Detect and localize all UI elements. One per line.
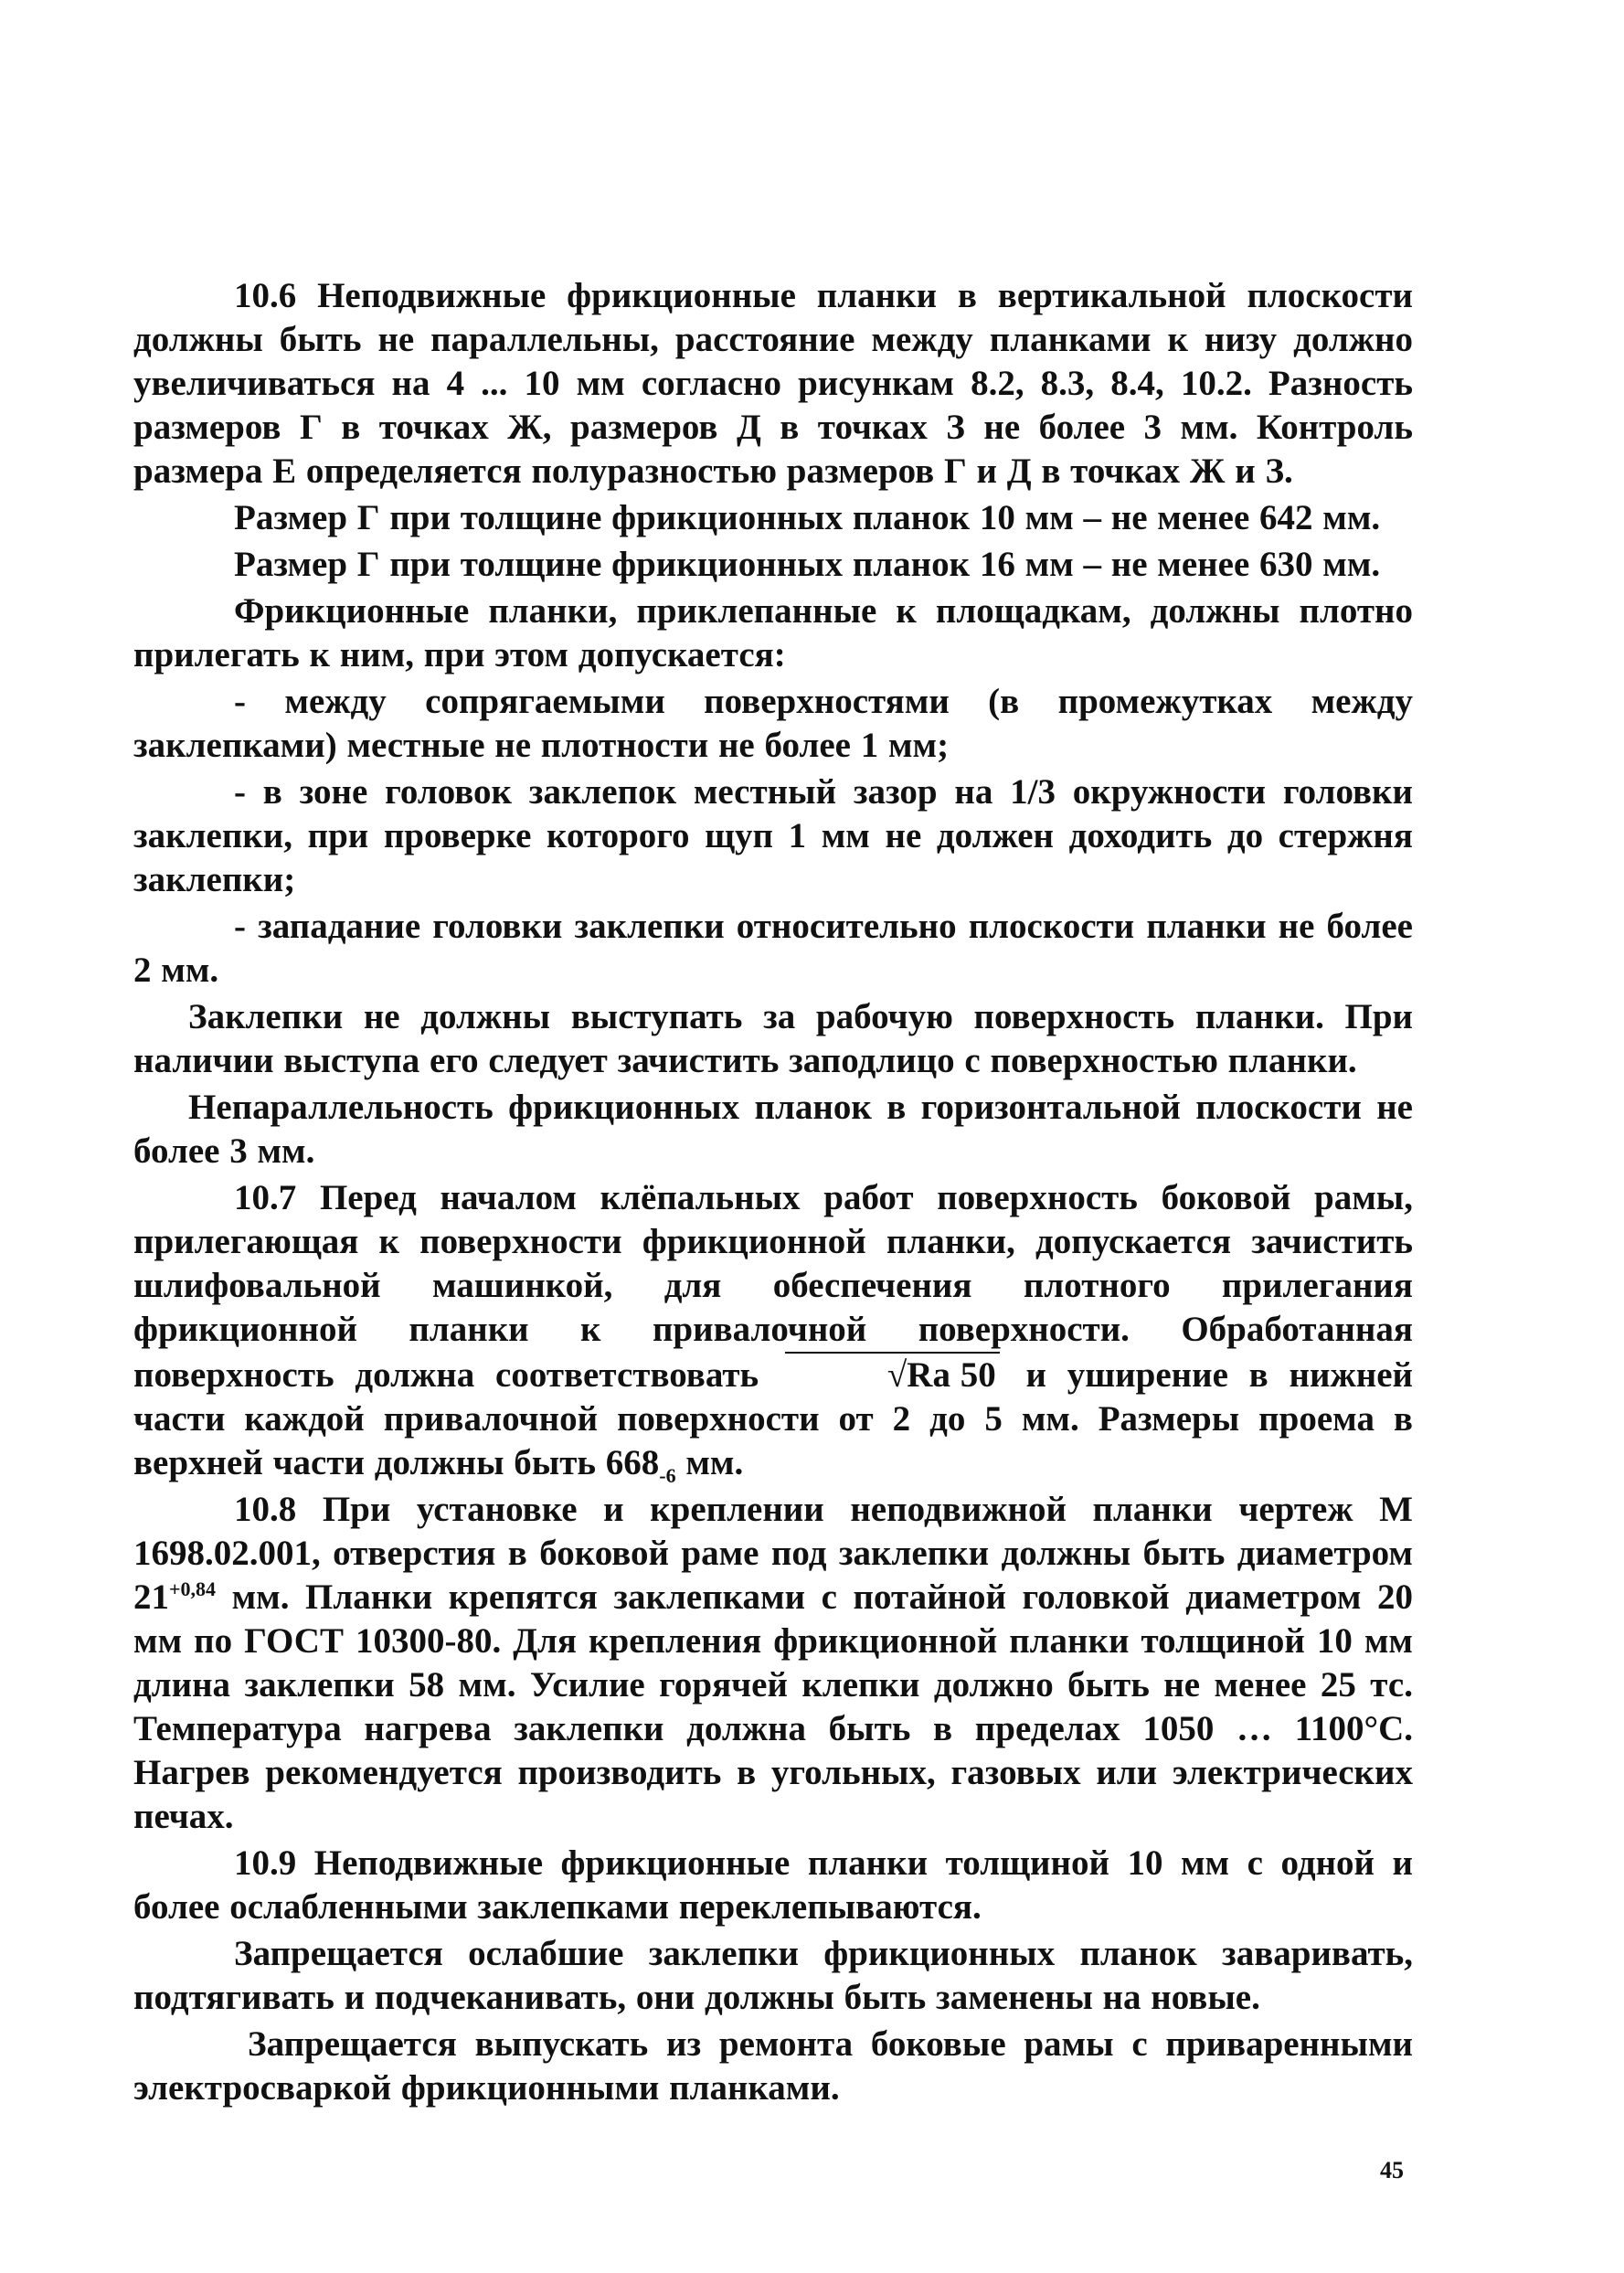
list-item-rivet-sinking: - западание головки заклепки относительно плоскости планки не более 2 мм.	[133, 907, 1413, 990]
page-number: 45	[1380, 2157, 1404, 2183]
paragraph-10-8-text-b: мм. Планки крепятся заклепками с потайной головкой диаметром 20 мм по ГОСТ 10300-80. Для крепления фрикционной планки толщиной 10 мм длина заклепки 58 мм. Усилие горячей клепки должно быть не менее 25 тс. Температура нагрева заклепки должна быть в пределах 1050 … 1100°С. Нагрев рекомендуется производить в угольных, газовых или электрических печах.	[133, 1577, 1414, 1836]
paragraph-riveted-planks: Фрикционные планки, приклепанные к площадкам, должны плотно прилегать к ним, при этом допускается:	[133, 591, 1413, 674]
paragraph-size-g-16mm: Размер Г при толщине фрикционных планок 16 мм – не менее 630 мм.	[234, 545, 1381, 584]
paragraph-10-6: 10.6 Неподвижные фрикционные планки в вертикальной плоскости должны быть не параллельны, расстояние между планками к низу должно увеличиваться на 4 ... 10 мм согласно рисункам 8.2, 8.3, 8.4, 10.2. Разность размеров Г в точках Ж, размеров Д в точках З не более 3 мм. Контроль размера Е определяется полуразностью размеров Г и Д в точках Ж и З.	[133, 276, 1413, 491]
paragraph-prohibit-release: Запрещается выпускать из ремонта боковые рамы с приваренными электросваркой фрикционными планками.	[133, 2024, 1413, 2108]
opening-dimension: $668_{-6}$	[605, 1443, 676, 1487]
roughness-symbol: √Ra 50	[785, 1352, 1000, 1397]
paragraph-10-8	[133, 1488, 1413, 1839]
list-item-rivet-heads: - в зоне головок заклепок местный зазор на 1/3 окружности головки заклепки, при проверке которого щуп 1 мм не должен доходить до стержня заклепки;	[133, 772, 1413, 899]
hole-diameter-tolerance: +0,84	[169, 1577, 217, 1600]
paragraph-prohibit-welding: Запрещается ослабшие заклепки фрикционных планок заваривать, подтягивать и подчеканивать, они должны быть заменены на новые.	[133, 1934, 1413, 2017]
paragraph-10-7	[133, 1176, 1413, 1485]
document-body	[133, 274, 1413, 2113]
paragraph-10-7-text-b: и уширение в нижней части каждой привалочной поверхности от 2 до 5 мм. Размеры проема в верхней части должны быть	[133, 1355, 1413, 1482]
paragraph-10-7-text-a: 10.7 Перед началом клёпальных работ поверхность боковой рамы, прилегающая к поверхности фрикционной планки, допускается зачистить шлифовальной машинкой, для обеспечения плотного прилегания фрикционной планки к привалочной поверхности. Обработанная поверхность должна соответствовать	[133, 1178, 1413, 1395]
opening-dimension-tolerance: -6	[659, 1463, 676, 1487]
list-item-mating-surfaces: - между сопрягаемыми поверхностями (в промежутках между заклепками) местные не плотности не более 1 мм;	[133, 682, 1413, 765]
roughness-value: Ra 50	[907, 1355, 996, 1395]
paragraph-10-9: 10.9 Неподвижные фрикционные планки толщиной 10 мм с одной и более ослабленными заклепками переклепываются.	[133, 1843, 1413, 1927]
paragraph-non-parallelism: Непараллельность фрикционных планок в горизонтальной плоскости не более 3 мм.	[133, 1088, 1413, 1171]
paragraph-10-7-text-c: мм.	[685, 1443, 744, 1482]
paragraph-size-g-10mm: Размер Г при толщине фрикционных планок 10 мм – не менее 642 мм.	[234, 498, 1381, 537]
paragraph-10-8-text-a: 10.8 При установке и креплении неподвижной планки чертеж М 1698.02.001, отверстия в боковой раме под заклепки должны быть диаметром 21	[133, 1490, 1413, 1617]
paragraph-rivets-protrusion: Заклепки не должны выступать за рабочую поверхность планки. При наличии выступа его следует зачистить заподлицо с поверхностью планки.	[133, 997, 1413, 1080]
